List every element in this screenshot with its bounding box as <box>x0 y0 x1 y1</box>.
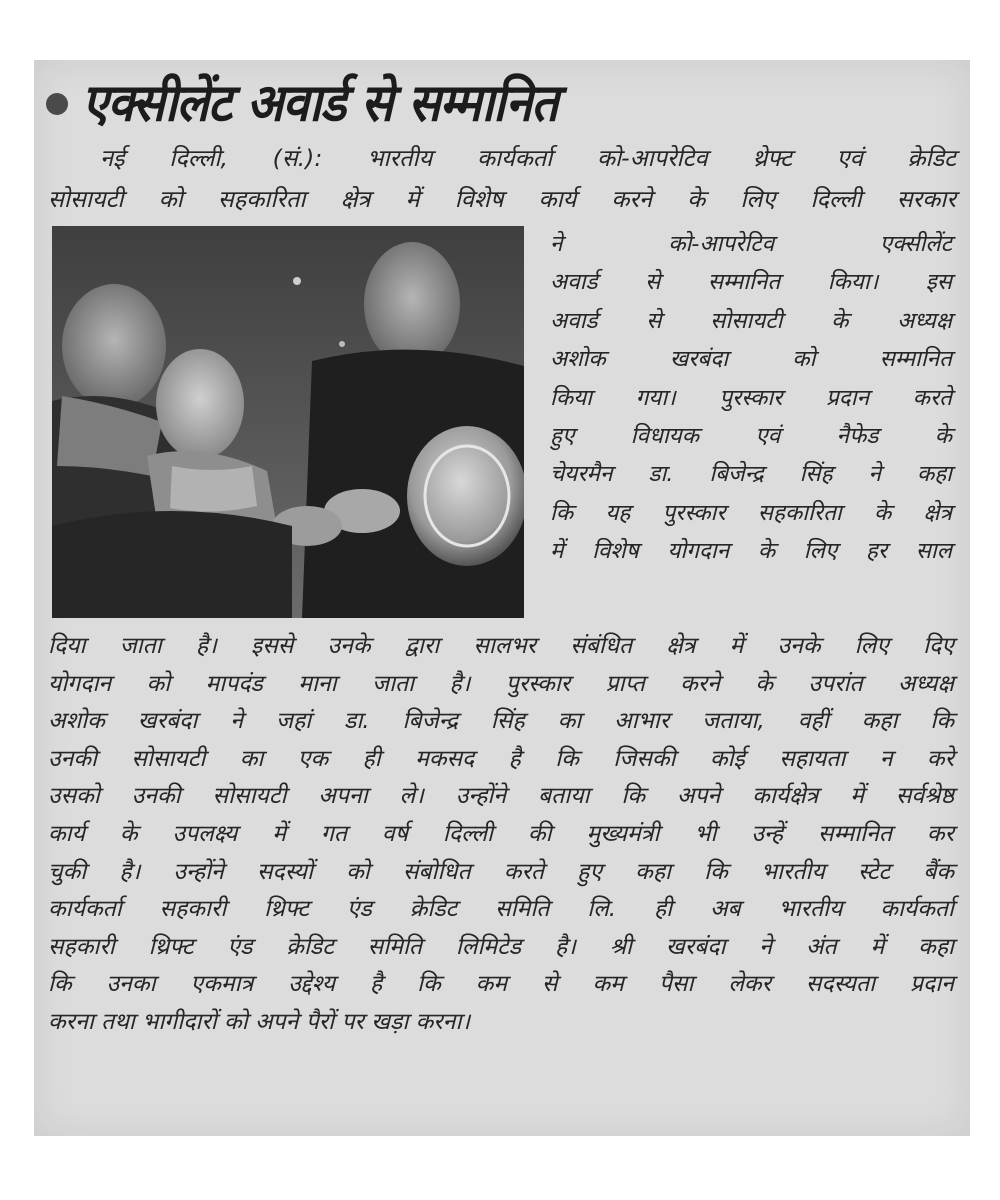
lede-paragraph <box>48 138 956 220</box>
text-line: हुए विधायक एवं नैफेड के <box>550 423 952 450</box>
text-line: कार्य के उपलक्ष्य में गत वर्ष दिल्ली की मुख्यमंत्री भी उन्हें सम्मानित कर <box>48 820 954 847</box>
wrapped-column <box>550 225 952 571</box>
newspaper-clipping <box>34 60 970 1136</box>
text-line: किया गया। पुरस्कार प्रदान करते <box>550 384 952 411</box>
text-line: ने को-आपरेटिव एक्सीलेंट <box>550 231 952 257</box>
lede-line: नई दिल्ली, (सं.): भारतीय कार्यकर्ता को-आपरेटिव थ्रेफ्ट एवं क्रेडिट <box>100 144 956 172</box>
text-line: उनकी सोसायटी का एक ही मकसद है कि जिसकी कोई सहायता न करे <box>48 745 954 772</box>
text-line: उसको उनकी सोसायटी अपना ले। उन्होंने बताया कि अपने कार्यक्षेत्र में सर्वश्रेष्ठ <box>48 783 954 810</box>
text-line: करना तथा भागीदारों को अपने पैरों पर खड़ा करना। <box>48 1008 471 1035</box>
text-line: अशोक खरबंदा को सम्मानित <box>550 346 952 373</box>
text-line: चुकी है। उन्होंने सदस्यों को संबोधित करते हुए कहा कि भारतीय स्टेट बैंक <box>48 858 954 885</box>
text-line: योगदान को मापदंड माना जाता है। पुरस्कार प्राप्त करने के उपरांत अध्यक्ष <box>48 670 954 697</box>
text-line: सहकारी थ्रिफ्ट एंड क्रेडिट समिति लिमिटेड है। श्री खरबंदा ने अंत में कहा <box>48 933 954 960</box>
text-line: चेयरमैन डा. बिजेन्द्र सिंह ने कहा <box>550 461 952 488</box>
headline-row <box>46 66 557 136</box>
text-line: में विशेष योगदान के लिए हर साल <box>550 538 952 565</box>
lede-line: सोसायटी को सहकारिता क्षेत्र में विशेष कार्य करने के लिए दिल्ली सरकार <box>48 185 956 213</box>
text-line: दिया जाता है। इससे उनके द्वारा सालभर संबंधित क्षेत्र में उनके लिए दिए <box>48 633 954 659</box>
text-line: अशोक खरबंदा ने जहां डा. बिजेन्द्र सिंह का आभार जताया, वहीं कहा कि <box>48 708 954 735</box>
text-line: कि यह पुरस्कार सहकारिता के क्षेत्र <box>550 499 952 526</box>
headline: एक्सीलेंट अवार्ड से सम्मानित <box>82 72 558 133</box>
bullet-icon <box>46 93 68 115</box>
text-line: अवार्ड से सोसायटी के अध्यक्ष <box>550 307 952 334</box>
news-photo <box>52 226 524 618</box>
text-line: कि उनका एकमात्र उद्देश्य है कि कम से कम पैसा लेकर सदस्यता प्रदान <box>48 971 954 998</box>
award-ceremony-photo <box>52 226 524 618</box>
text-line: कार्यकर्ता सहकारी थ्रिफ्ट एंड क्रेडिट समिति लि. ही अब भारतीय कार्यकर्ता <box>48 896 954 923</box>
text-line: अवार्ड से सम्मानित किया। इस <box>550 269 952 296</box>
body-paragraph <box>48 628 954 1042</box>
